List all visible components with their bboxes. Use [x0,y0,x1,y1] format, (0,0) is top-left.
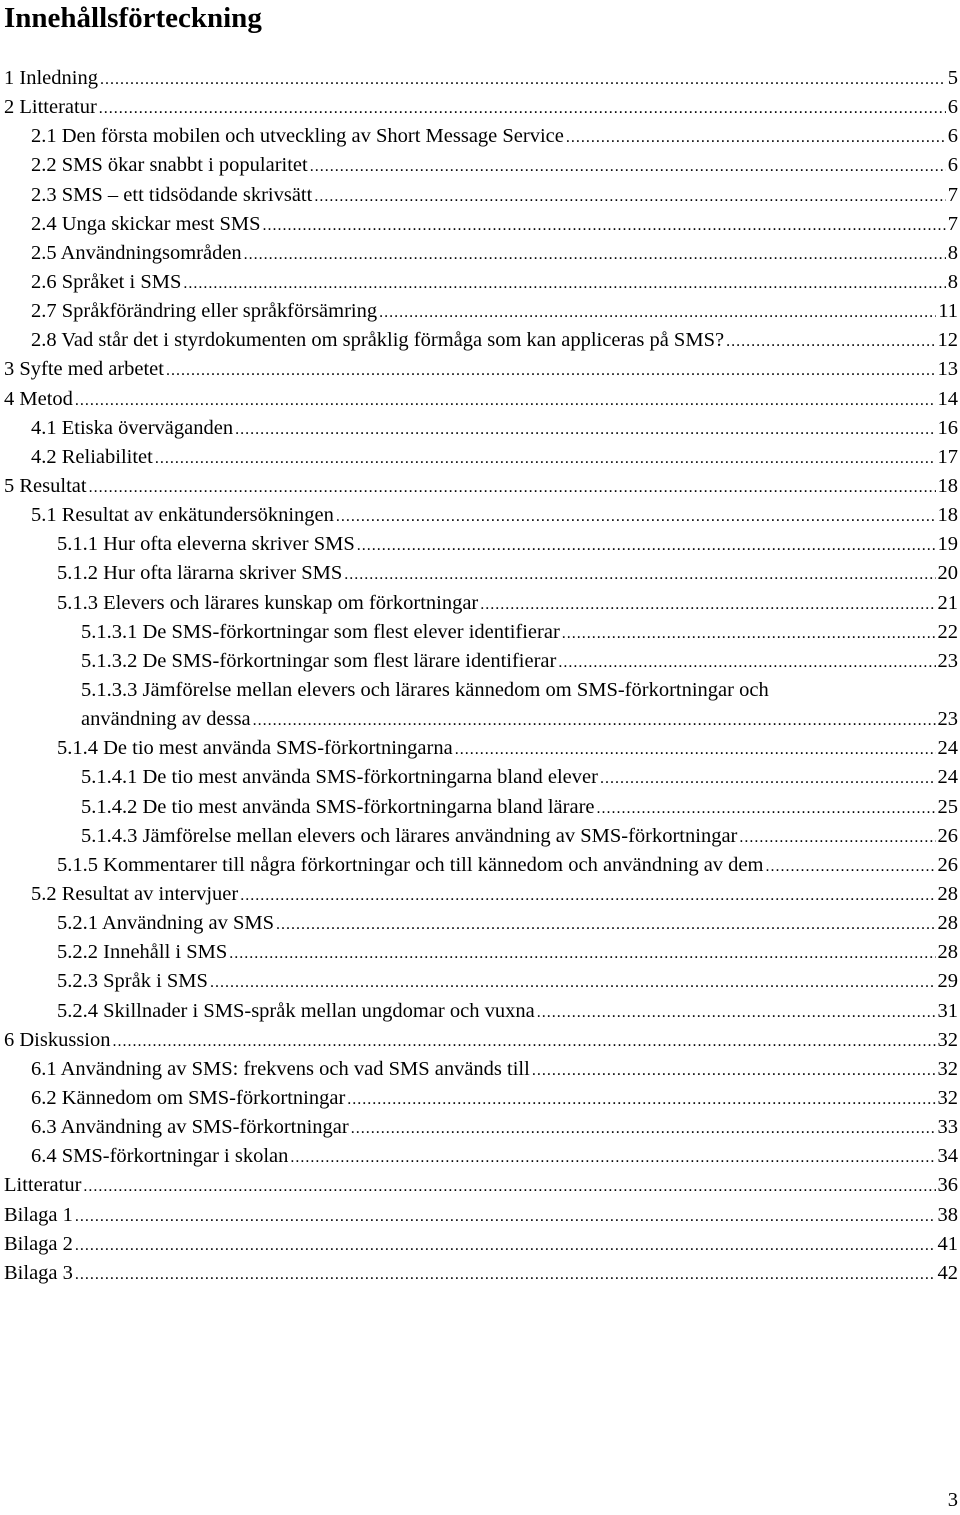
toc-entry[interactable] [0,501,960,530]
toc-entry-page: 34 [937,1145,958,1168]
toc-entry-label: 4.1 Etiska överväganden [31,414,235,443]
dot-leader [75,1260,936,1289]
dot-leader [276,910,936,939]
dot-leader [455,735,936,764]
toc-entry-label: 2.7 Språkförändring eller språkförsämring [31,297,379,326]
toc-entry[interactable] [0,589,960,618]
toc-entry-page: 18 [937,474,958,497]
toc-entry[interactable] [0,414,960,443]
toc-entry-label: 1 Inledning [4,64,100,93]
toc-entry[interactable] [0,181,960,210]
toc-entry-page: 28 [937,941,958,964]
toc-entry[interactable] [0,822,960,851]
toc-entry-label: 5.1.3.2 De SMS-förkortningar som flest lärare identifierar [81,647,558,676]
toc-entry[interactable] [0,355,960,384]
dot-leader [726,327,935,356]
toc-entry-page: 26 [937,824,958,847]
toc-entry-page: 42 [937,1261,958,1284]
toc-entry-page: 38 [937,1203,958,1226]
toc-entry-label: 2.6 Språket i SMS [31,268,183,297]
toc-entry-page: 29 [937,970,958,993]
toc-entry[interactable] [0,997,960,1026]
toc-entry-page: 19 [937,533,958,556]
toc-entry[interactable] [0,1230,960,1259]
toc-entry[interactable] [0,967,960,996]
toc-entry-page: 6 [947,154,958,177]
toc-entry-label: 6.4 SMS-förkortningar i skolan [31,1142,290,1171]
toc-entry[interactable] [0,297,960,326]
toc-entry-page: 32 [937,1057,958,1080]
dot-leader [558,648,935,677]
toc-entry-label: 5.1 Resultat av enkätundersökningen [31,501,336,530]
dot-leader [253,706,936,735]
toc-entry[interactable] [0,268,960,297]
toc-entry-label: 2.3 SMS – ett tidsödande skrivsätt [31,181,314,210]
toc-entry[interactable] [0,909,960,938]
dot-leader [347,1085,935,1114]
toc-entry[interactable] [0,93,960,122]
toc-entry-label: 4.2 Reliabilitet [31,443,155,472]
toc-entry-page: 7 [947,212,958,235]
toc-entry-page: 18 [937,504,958,527]
toc-entry[interactable] [0,443,960,472]
toc-entry-label-continued: användning av dessa [81,708,251,731]
toc-entry-page: 24 [937,737,958,760]
toc-entry-page: 36 [937,1174,958,1197]
toc-entry-label: 6.1 Användning av SMS: frekvens och vad SMS används till [31,1055,532,1084]
toc-entry-label: 2.1 Den första mobilen och utveckling av Short Message Service [31,122,566,151]
toc-entry-page: 5 [947,67,958,89]
toc-entry[interactable] [0,1201,960,1230]
dot-leader [83,1172,935,1201]
dot-leader [532,1056,936,1085]
toc-entry-label: 4 Metod [4,385,75,414]
dot-leader [765,852,935,881]
toc-entry[interactable] [0,1142,960,1171]
toc-entry-label: Litteratur [4,1171,83,1200]
toc-entry-label: 5.1.1 Hur ofta eleverna skriver SMS [57,530,357,559]
toc-entry-page: 26 [937,853,958,876]
toc-entry-page: 23 [937,708,958,731]
dot-leader [379,298,936,327]
toc-entry-page: 33 [937,1116,958,1139]
toc-entry[interactable] [0,618,960,647]
toc-entry-label: 5.1.2 Hur ofta lärarna skriver SMS [57,559,344,588]
dot-leader [166,356,936,385]
dot-leader [99,94,946,123]
toc-entry-page: 6 [947,96,958,119]
toc-entry-page: 23 [937,649,958,672]
toc-entry-page: 16 [937,416,958,439]
toc-entry[interactable] [0,1084,960,1113]
dot-leader [344,560,935,589]
toc-entry[interactable] [0,122,960,151]
toc-entry[interactable] [0,559,960,588]
toc-entry[interactable] [0,1171,960,1200]
table-of-contents [0,64,960,1288]
dot-leader [562,619,936,648]
toc-entry-label: 5 Resultat [4,472,89,501]
toc-entry[interactable] [0,734,960,763]
toc-entry[interactable] [0,210,960,239]
dot-leader [597,794,936,823]
toc-entry[interactable] [0,1026,960,1055]
toc-entry[interactable] [0,938,960,967]
dot-leader [229,939,935,968]
toc-entry-label: 5.2.2 Innehåll i SMS [57,938,229,967]
toc-entry-label: 5.1.3.1 De SMS-förkortningar som flest elever identifierar [81,618,562,647]
toc-entry[interactable] [0,239,960,268]
toc-entry[interactable] [0,880,960,909]
dot-leader [600,764,936,793]
toc-entry[interactable] [0,1055,960,1084]
dot-leader [75,1231,936,1260]
dot-leader [240,881,935,910]
toc-entry[interactable] [0,763,960,792]
toc-entry-label: 5.2.4 Skillnader i SMS-språk mellan ungdomar och vuxna [57,997,537,1026]
toc-entry-label: 3 Syfte med arbetet [4,355,166,384]
toc-entry-page: 31 [937,999,958,1022]
toc-entry-page: 6 [947,125,958,148]
toc-entry-page: 32 [937,1028,958,1051]
toc-entry-label: 5.1.4.1 De tio mest använda SMS-förkortningarna bland elever [81,763,600,792]
toc-entry-label: Bilaga 3 [4,1259,75,1288]
toc-entry-page: 8 [947,270,958,293]
toc-entry-page: 13 [937,358,958,381]
toc-entry-page: 20 [937,562,958,585]
dot-leader [314,182,945,211]
toc-entry[interactable] [0,647,960,676]
toc-entry-page: 17 [937,445,958,468]
toc-entry-label: 5.2 Resultat av intervjuer [31,880,240,909]
page-number: 3 [947,1489,958,1511]
toc-entry-page: 21 [937,591,958,614]
dot-leader [566,123,946,152]
toc-entry-label: 6 Diskussion [4,1026,113,1055]
toc-entry-page: 11 [938,300,958,323]
toc-entry-label: 5.1.3.3 Jämförelse mellan elevers och lärares kännedom om SMS-förkortningar och [81,678,769,701]
dot-leader [351,1114,936,1143]
toc-entry-label: Bilaga 1 [4,1201,75,1230]
toc-entry-label: 2.5 Användningsområden [31,239,244,268]
dot-leader [336,502,936,531]
toc-entry[interactable] [0,472,960,501]
toc-entry[interactable] [0,793,960,822]
toc-entry-label: 5.1.4.2 De tio mest använda SMS-förkortningarna bland lärare [81,793,597,822]
toc-entry-label: 5.1.4 De tio mest använda SMS-förkortningarna [57,734,455,763]
dot-leader [262,211,945,240]
dot-leader [480,590,935,619]
toc-entry-label: 5.1.3 Elevers och lärares kunskap om förkortningar [57,589,480,618]
toc-entry[interactable] [0,1113,960,1142]
dot-leader [210,968,936,997]
toc-entry[interactable] [0,851,960,880]
toc-entry-page: 12 [937,329,958,352]
dot-leader [113,1027,936,1056]
toc-entry[interactable] [0,530,960,559]
toc-entry-page: 8 [947,241,958,264]
toc-entry[interactable] [0,1259,960,1288]
toc-entry-label: 5.1.5 Kommentarer till några förkortningar och till kännedom och användning av dem [57,851,765,880]
dot-leader [357,531,936,560]
toc-entry-label: 6.3 Användning av SMS-förkortningar [31,1113,351,1142]
dot-leader [89,473,936,502]
toc-entry-label: Bilaga 2 [4,1230,75,1259]
toc-entry-label: 2.2 SMS ökar snabbt i popularitet [31,151,310,180]
toc-entry[interactable] [0,385,960,414]
toc-entry[interactable] [0,676,960,734]
toc-entry-label: 5.2.3 Språk i SMS [57,967,210,996]
page-title: Innehållsförteckning [4,2,262,34]
toc-entry-page: 28 [937,882,958,905]
toc-entry-page: 14 [937,387,958,410]
toc-entry-label: 5.1.4.3 Jämförelse mellan elevers och lärares användning av SMS-förkortningar [81,822,739,851]
dot-leader [739,823,935,852]
toc-entry-label: 2.8 Vad står det i styrdokumenten om språklig förmåga som kan appliceras på SMS? [31,326,726,355]
toc-entry-page: 25 [937,795,958,818]
toc-entry-label: 2.4 Unga skickar mest SMS [31,210,262,239]
toc-entry-page: 22 [937,620,958,643]
toc-entry-page: 28 [937,912,958,935]
dot-leader [183,269,945,298]
toc-entry-page: 7 [947,183,958,206]
toc-entry[interactable] [0,64,960,93]
dot-leader [290,1143,935,1172]
dot-leader [100,65,946,94]
dot-leader [235,415,935,444]
dot-leader [244,240,946,269]
toc-entry-page: 41 [937,1232,958,1255]
toc-entry[interactable] [0,326,960,355]
dot-leader [155,444,936,473]
toc-entry-label: 6.2 Kännedom om SMS-förkortningar [31,1084,347,1113]
toc-entry-label: 2 Litteratur [4,93,99,122]
dot-leader [75,386,936,415]
dot-leader [75,1202,936,1231]
toc-entry-page: 32 [937,1086,958,1109]
toc-entry-label: 5.2.1 Användning av SMS [57,909,276,938]
toc-entry-page: 24 [937,766,958,789]
toc-entry[interactable] [0,151,960,180]
dot-leader [310,152,946,181]
dot-leader [537,998,936,1027]
